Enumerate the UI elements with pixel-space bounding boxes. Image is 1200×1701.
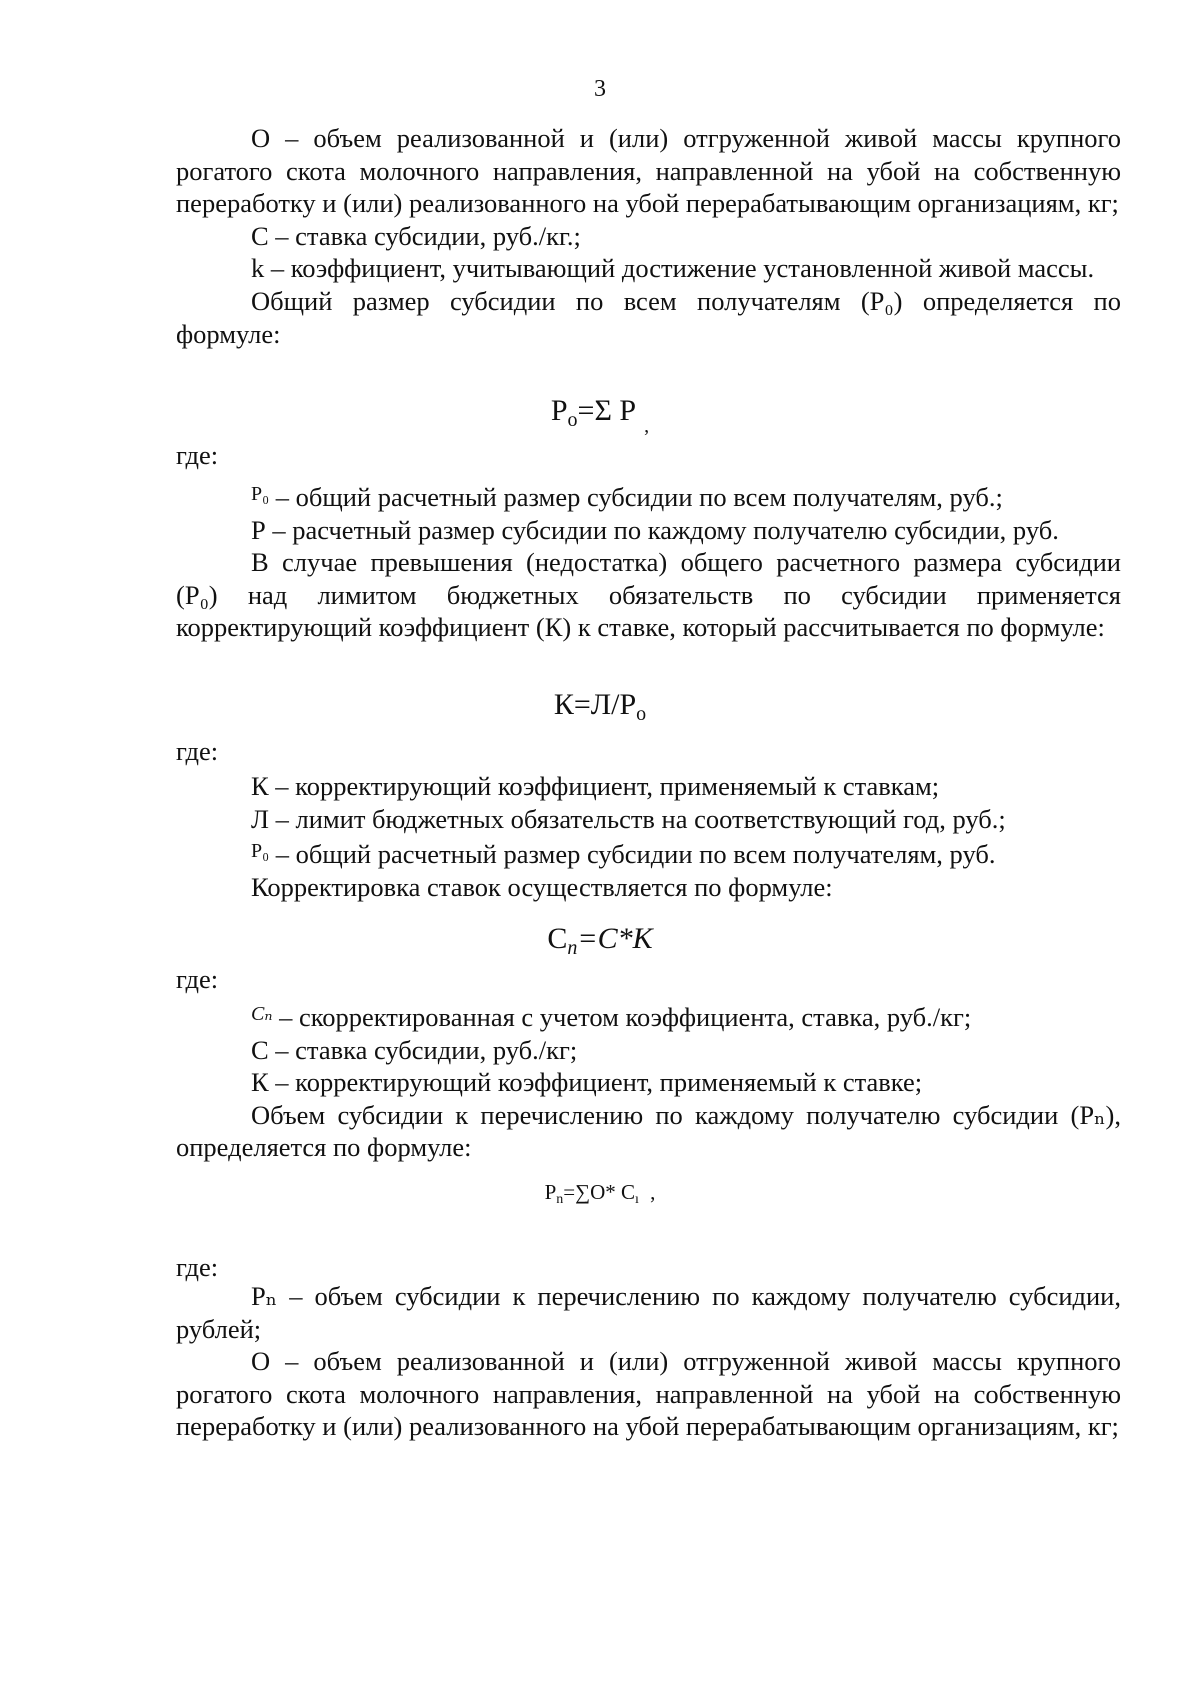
paragraph-volume-definition: О – объем реализованной и (или) отгруженной живой массы крупного рогатого скота молочного направления, направленной на убой на собственную переработку и (или) реализованного на убой перерабатывающим организациям, кг; xyxy=(176,123,1121,219)
formula-tail: , xyxy=(644,415,650,437)
symbol-cn: Cₙ xyxy=(251,1003,273,1025)
formula-corrected-rate xyxy=(0,922,1200,960)
symbol-po: P₀ xyxy=(251,840,270,863)
where-label-4: где: xyxy=(176,1252,219,1282)
page-number: 3 xyxy=(594,76,606,102)
paragraph-po-text: – общий расчетный размер субсидии по всем получателям, руб.; xyxy=(269,482,1003,512)
paragraph-transfer-volume-intro: Объем субсидии к перечислению по каждому получателю субсидии (Pₙ), определяется по формуле: xyxy=(176,1099,1121,1163)
formula-subscript: n xyxy=(567,937,578,959)
paragraph-po-text: – общий расчетный размер субсидии по всем получателям, руб. xyxy=(269,839,996,870)
formula-subscript: o xyxy=(567,409,578,431)
paragraph-po-definition xyxy=(176,478,1121,514)
formula-transfer-volume xyxy=(0,1180,1200,1208)
formula-rhs: =∑O* C xyxy=(563,1180,636,1204)
formula-total-subsidy xyxy=(0,394,1200,438)
paragraph-k-definition: К – корректирующий коэффициент, применяемый к ставкам; xyxy=(251,771,940,801)
paragraph-volume-definition-2: О – объем реализованной и (или) отгруженной живой массы крупного рогатого скота молочного направления, направленной на убой на собственную переработку и (или) реализованного на убой перерабатывающим организациям, кг; xyxy=(176,1346,1121,1442)
formula-rhs: =C*K xyxy=(577,922,653,955)
formula-tail: , xyxy=(644,1180,656,1204)
formula-subscript: o xyxy=(636,703,647,725)
paragraph-po-definition-2 xyxy=(176,835,1121,871)
paragraph-pn-definition: Pₙ – объем субсидии к перечислению по каждому получателю субсидии, рублей; xyxy=(176,1281,1121,1344)
paragraph-p-definition: Р – расчетный размер субсидии по каждому получателю субсидии, руб. xyxy=(251,514,1059,545)
paragraph-correction-intro: В случае превышения (недостатка) общего расчетного размера субсидии (Р₀) над лимитом бюджетных обязательств по субсидии применяется корректирующий коэффициент (К) к ставке, который рассчитывается по формуле: xyxy=(176,547,1121,643)
symbol-po: P₀ xyxy=(251,483,270,505)
formula-lhs: К=Л/Р xyxy=(553,688,637,721)
formula-subscript: n xyxy=(556,1192,564,1207)
paragraph-coefficient-definition: k – коэффициент, учитывающий достижение установленной живой массы. xyxy=(251,253,1095,284)
text-block-2 xyxy=(176,478,1121,644)
text-block-5 xyxy=(176,1280,1121,1443)
paragraph-rate-correction-intro: Корректировка ставок осуществляется по формуле: xyxy=(251,871,833,902)
formula-correction-coefficient xyxy=(0,688,1200,726)
paragraph-rate-definition: С – ставка субсидии, руб./кг.; xyxy=(251,220,581,251)
paragraph-cn-text: – скорректированная с учетом коэффициента, ставка, руб./кг; xyxy=(272,1002,972,1032)
paragraph-k-definition-2: К – корректирующий коэффициент, применяемый к ставке; xyxy=(251,1067,923,1098)
formula-subscript-2: ı xyxy=(635,1192,639,1207)
where-label-2: где: xyxy=(176,736,219,766)
paragraph-limit-definition: Л – лимит бюджетных обязательств на соответствующий год, руб.; xyxy=(251,803,1006,834)
formula-lhs: P xyxy=(550,394,568,427)
text-block-4 xyxy=(176,998,1121,1164)
paragraph-total-subsidy-intro: Общий размер субсидии по всем получателям (Р₀) определяется по формуле: xyxy=(176,285,1121,349)
text-block-1 xyxy=(176,122,1121,350)
formula-lhs: P xyxy=(544,1180,557,1204)
where-label-3: где: xyxy=(176,964,219,994)
paragraph-rate-definition-2: С – ставка субсидии, руб./кг; xyxy=(251,1034,578,1065)
formula-rhs: =Σ P xyxy=(577,394,637,427)
formula-lhs: C xyxy=(547,922,568,955)
text-block-3 xyxy=(176,770,1121,903)
where-label-1: где: xyxy=(176,440,219,470)
paragraph-cn-definition xyxy=(176,998,1121,1034)
